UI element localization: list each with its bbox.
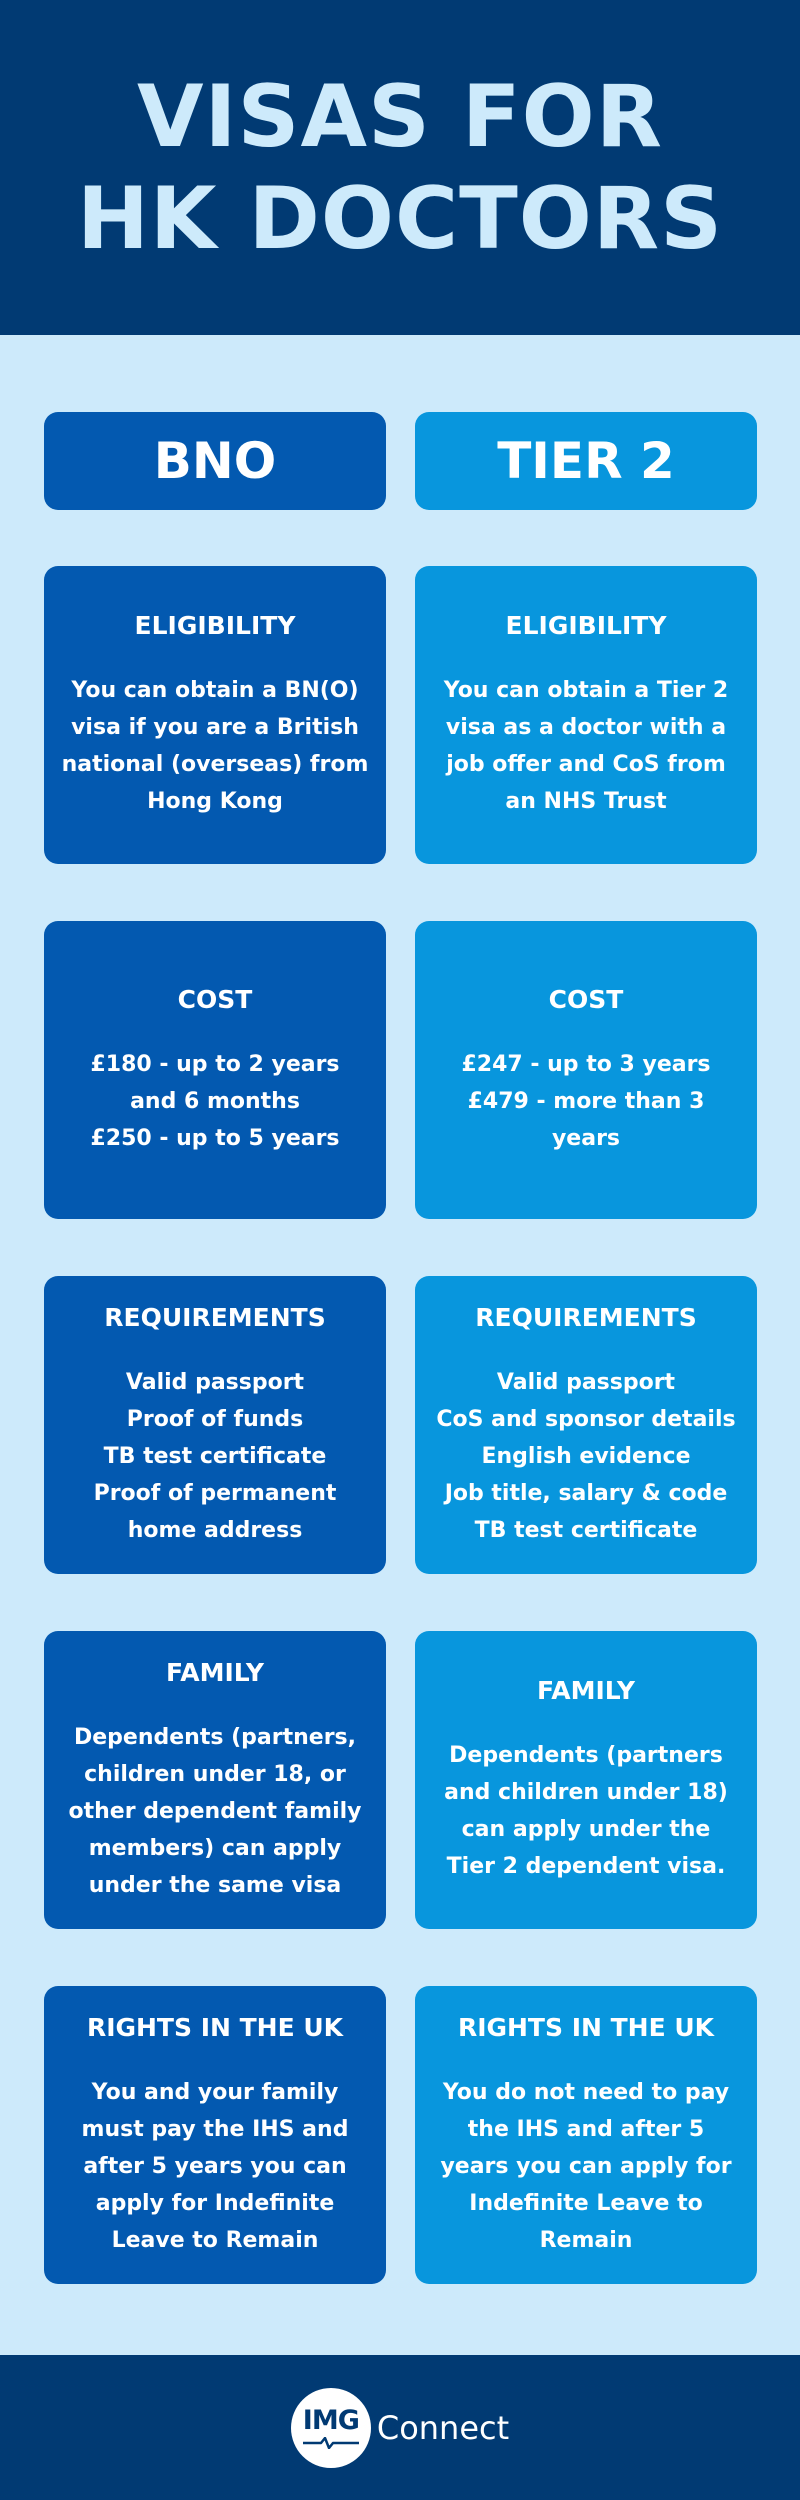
- card-line: must pay the IHS and: [81, 2116, 349, 2142]
- card-title: ELIGIBILITY: [505, 611, 667, 640]
- card-line: You can obtain a Tier 2: [443, 678, 729, 703]
- card-line: Valid passport: [496, 1369, 676, 1395]
- card-line: years: [551, 1125, 621, 1151]
- card-line: visa as a doctor with a: [445, 715, 727, 740]
- card-line: Job title, salary & code: [444, 1480, 728, 1506]
- card-title: FAMILY: [166, 1657, 264, 1687]
- card-line: Leave to Remain: [111, 2227, 319, 2253]
- card-line: Proof of funds: [126, 1406, 304, 1432]
- card-line: Remain: [539, 2227, 633, 2253]
- bno-cost-card: [44, 921, 386, 1219]
- page-footer: [0, 2355, 800, 2500]
- card-title: COST: [177, 984, 253, 1014]
- card-line: You do not need to pay: [442, 2079, 730, 2105]
- img-connect-logo: [291, 2388, 371, 2468]
- card-line: You and your family: [91, 2079, 339, 2105]
- card-line: and children under 18): [444, 1780, 728, 1805]
- bno-rights-card: [44, 1986, 386, 2284]
- card-line: children under 18, or: [84, 1761, 346, 1787]
- page-title-line-1: VISAS FOR: [136, 66, 663, 167]
- tier2-requirements-card: [415, 1276, 757, 1574]
- bno-eligibility-card: [44, 566, 386, 864]
- tier2-cost-card: [415, 921, 757, 1219]
- card-line: the IHS and after 5: [467, 2116, 705, 2142]
- card-line: Dependents (partners: [449, 1743, 723, 1768]
- page-title-line-2: HK DOCTORS: [76, 168, 724, 269]
- card-line: £250 - up to 5 years: [90, 1125, 340, 1151]
- tier2-family-card: [415, 1631, 757, 1929]
- card-line: Proof of permanent: [93, 1480, 337, 1506]
- card-line: an NHS Trust: [505, 789, 667, 814]
- tier2-eligibility-card: [415, 566, 757, 864]
- card-line: other dependent family: [68, 1798, 362, 1824]
- card-line: national (overseas) from: [61, 752, 369, 777]
- card-line: Indefinite Leave to: [469, 2190, 703, 2216]
- card-line: apply for Indefinite: [95, 2190, 335, 2216]
- card-line: TB test certificate: [474, 1517, 698, 1543]
- card-line: English evidence: [481, 1443, 691, 1469]
- card-line: visa if you are a British: [71, 715, 359, 740]
- tier2-column-header: TIER 2: [415, 412, 757, 510]
- card-line: Dependents (partners,: [73, 1724, 356, 1750]
- card-title: RIGHTS IN THE UK: [86, 2012, 344, 2042]
- card-line: after 5 years you can: [83, 2153, 347, 2179]
- card-line: Valid passport: [125, 1369, 305, 1395]
- card-title: FAMILY: [537, 1676, 635, 1705]
- pulse-line-icon: [303, 2437, 359, 2449]
- card-line: years you can apply for: [440, 2153, 732, 2179]
- card-line: under the same visa: [88, 1872, 342, 1898]
- card-line: CoS and sponsor details: [436, 1406, 736, 1432]
- card-line: You can obtain a BN(O): [71, 678, 359, 703]
- page-header: [0, 0, 800, 335]
- tier2-rights-card: [415, 1986, 757, 2284]
- logo-wordmark: Connect: [376, 2408, 510, 2447]
- card-line: Hong Kong: [147, 789, 283, 814]
- card-line: home address: [127, 1517, 303, 1543]
- bno-family-card: [44, 1631, 386, 1929]
- card-title: ELIGIBILITY: [134, 611, 296, 640]
- card-line: TB test certificate: [103, 1443, 327, 1469]
- card-line: members) can apply: [88, 1835, 342, 1861]
- card-line: £180 - up to 2 years: [90, 1051, 340, 1077]
- card-line: and 6 months: [130, 1088, 300, 1114]
- card-line: £479 - more than 3: [467, 1088, 705, 1114]
- card-title: REQUIREMENTS: [475, 1302, 697, 1332]
- bno-requirements-card: [44, 1276, 386, 1574]
- bno-column-header: BNO: [44, 412, 386, 510]
- card-title: COST: [548, 984, 624, 1014]
- card-title: REQUIREMENTS: [104, 1302, 326, 1332]
- card-line: job offer and CoS from: [446, 752, 726, 777]
- logo-mark: IMG: [302, 2404, 359, 2436]
- card-line: £247 - up to 3 years: [461, 1051, 711, 1077]
- card-line: can apply under the: [461, 1817, 711, 1842]
- card-title: RIGHTS IN THE UK: [457, 2012, 715, 2042]
- card-line: Tier 2 dependent visa.: [446, 1854, 726, 1879]
